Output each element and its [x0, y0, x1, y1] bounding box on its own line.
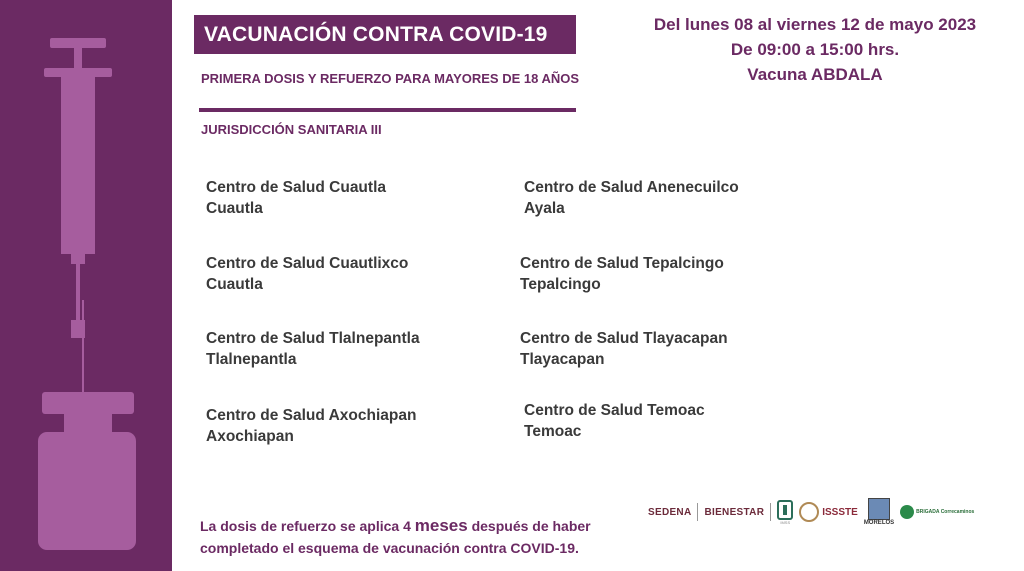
- sedena-logo: [648, 507, 691, 518]
- divider: [770, 503, 771, 521]
- morelos-icon: [868, 498, 890, 520]
- sedena-text: SEDENA: [648, 506, 692, 518]
- bienestar-logo: [704, 507, 764, 518]
- imss-text: IMSS: [780, 519, 791, 525]
- center-name: Centro de Salud Tlalnepantla: [206, 330, 420, 347]
- schedule-hours: De 09:00 a 15:00 hrs.: [730, 40, 900, 59]
- note-text: después de haber: [467, 518, 591, 534]
- center-city: Temoac: [524, 423, 582, 440]
- sidebar-illustration: [0, 0, 172, 571]
- list-item: [524, 400, 705, 442]
- booster-note-line1: [200, 515, 640, 537]
- divider: [697, 503, 698, 521]
- issste-icon: [799, 502, 819, 522]
- schedule-block: [620, 12, 1010, 87]
- note-emphasis: meses: [414, 516, 468, 535]
- brigada-icon: [900, 505, 914, 519]
- sponsor-logos: [648, 492, 988, 532]
- center-city: Ayala: [524, 200, 565, 217]
- note-text: La dosis de refuerzo se aplica 4: [200, 518, 415, 534]
- center-name: Centro de Salud Tepalcingo: [520, 255, 724, 272]
- syringe-vial-icon: [0, 0, 172, 571]
- center-city: Tlalnepantla: [206, 351, 297, 368]
- center-city: Tepalcingo: [520, 276, 601, 293]
- center-name: Centro de Salud Axochiapan: [206, 407, 417, 424]
- jurisdiction-label: JURISDICCIÓN SANITARIA III: [201, 122, 382, 137]
- divider: [199, 108, 576, 112]
- morelos-text: MORELOS: [863, 520, 895, 526]
- center-name: Centro de Salud Cuautlixco: [206, 255, 409, 272]
- morelos-logo: [864, 498, 894, 526]
- brigada-logo: [900, 505, 974, 519]
- center-city: Cuautla: [206, 200, 263, 217]
- booster-note-line2: completado el esquema de vacunación contra COVID-19.: [200, 540, 579, 556]
- center-city: Cuautla: [206, 276, 263, 293]
- center-city: Tlayacapan: [520, 351, 605, 368]
- bienestar-text: BIENESTAR: [704, 506, 765, 518]
- center-name: Centro de Salud Tlayacapan: [520, 330, 728, 347]
- list-item: [206, 177, 386, 219]
- list-item: [206, 253, 408, 295]
- brigada-text: BRIGADA Correcaminos: [916, 509, 975, 515]
- booster-note: [200, 515, 640, 559]
- issste-text: ISSSTE: [822, 506, 858, 518]
- center-city: Axochiapan: [206, 428, 294, 445]
- schedule-dates: Del lunes 08 al viernes 12 de mayo 2023: [653, 15, 977, 34]
- imss-icon: [777, 500, 793, 520]
- page-title: VACUNACIÓN CONTRA COVID-19: [194, 15, 576, 54]
- center-name: Centro de Salud Anenecuilco: [524, 179, 739, 196]
- list-item: [520, 253, 724, 295]
- center-name: Centro de Salud Cuautla: [206, 179, 386, 196]
- imss-logo: [777, 500, 793, 525]
- center-name: Centro de Salud Temoac: [524, 402, 705, 419]
- issste-logo: [799, 502, 858, 522]
- list-item: [520, 328, 728, 370]
- list-item: [524, 177, 739, 219]
- page-subtitle: PRIMERA DOSIS Y REFUERZO PARA MAYORES DE 18 AÑOS: [201, 71, 580, 86]
- schedule-vaccine: Vacuna ABDALA: [747, 65, 883, 84]
- list-item: [206, 328, 420, 370]
- list-item: [206, 405, 416, 447]
